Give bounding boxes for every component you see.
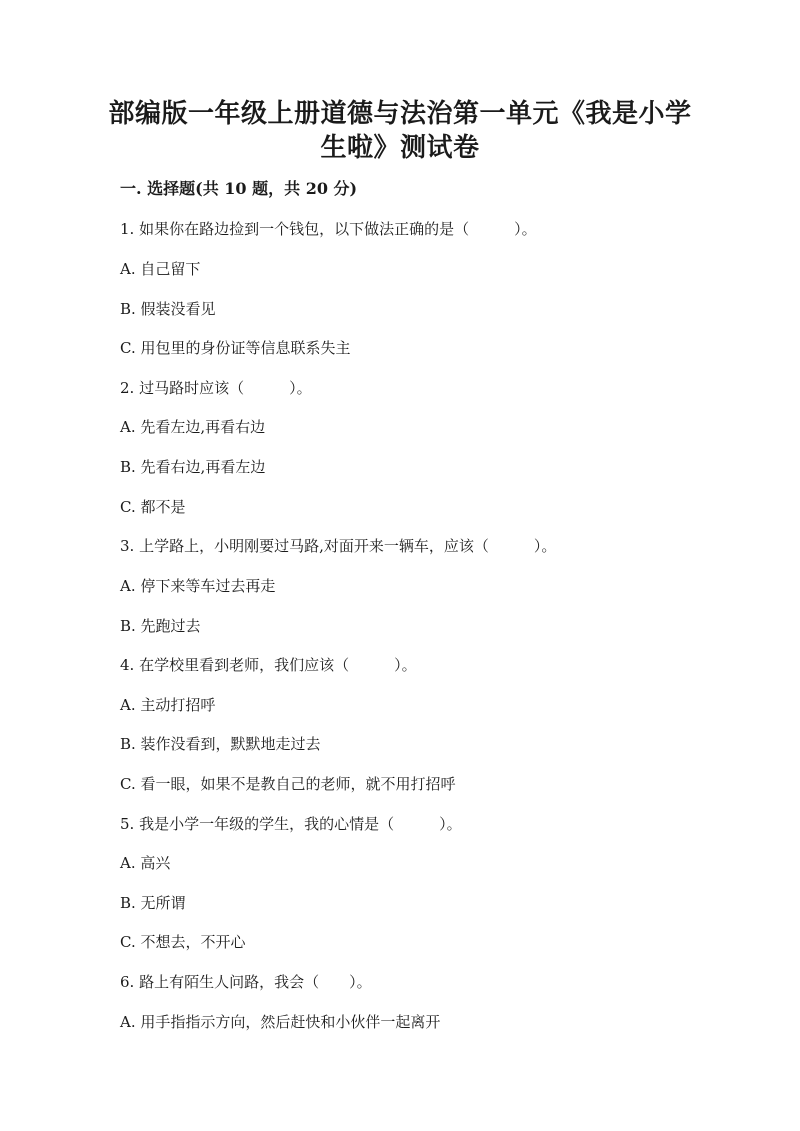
page-title-line-1: 部编版一年级上册道德与法治第一单元《我是小学 (108, 99, 692, 129)
question-3-option-a: A. 停下来等车过去再走 (120, 577, 276, 595)
question-2-option-b: B. 先看右边,再看左边 (120, 458, 266, 476)
page-title-line-2: 生啦》测试卷 (320, 133, 480, 163)
question-1-option-b: B. 假装没看见 (120, 300, 216, 318)
question-1-stem: 1. 如果你在路边捡到一个钱包，以下做法正确的是（ ）。 (120, 220, 537, 238)
question-5-option-a: A. 高兴 (120, 854, 171, 872)
question-3-stem: 3. 上学路上，小明刚要过马路,对面开来一辆车，应该（ ）。 (120, 537, 557, 555)
question-2-option-a: A. 先看左边,再看右边 (120, 418, 266, 436)
question-1-option-c: C. 用包里的身份证等信息联系失主 (120, 339, 351, 357)
question-4-option-c: C. 看一眼，如果不是教自己的老师，就不用打招呼 (120, 775, 456, 793)
question-6-option-a: A. 用手指指示方向，然后赶快和小伙伴一起离开 (120, 1013, 441, 1031)
question-4-stem: 4. 在学校里看到老师，我们应该（ ）。 (120, 656, 417, 674)
question-4-option-a: A. 主动打招呼 (120, 696, 216, 714)
question-2-stem: 2. 过马路时应该（ ）。 (120, 379, 312, 397)
question-6-stem: 6. 路上有陌生人问路，我会（ ）。 (120, 973, 372, 991)
question-1-option-a: A. 自己留下 (120, 260, 201, 278)
section-heading: 一. 选择题(共 10 题，共 20 分) (120, 179, 358, 198)
question-5-stem: 5. 我是小学一年级的学生，我的心情是（ ）。 (120, 815, 462, 833)
question-4-option-b: B. 装作没看到，默默地走过去 (120, 735, 321, 753)
question-5-option-c: C. 不想去，不开心 (120, 933, 246, 951)
question-2-option-c: C. 都不是 (120, 498, 186, 516)
question-5-option-b: B. 无所谓 (120, 894, 186, 912)
question-3-option-b: B. 先跑过去 (120, 617, 201, 635)
